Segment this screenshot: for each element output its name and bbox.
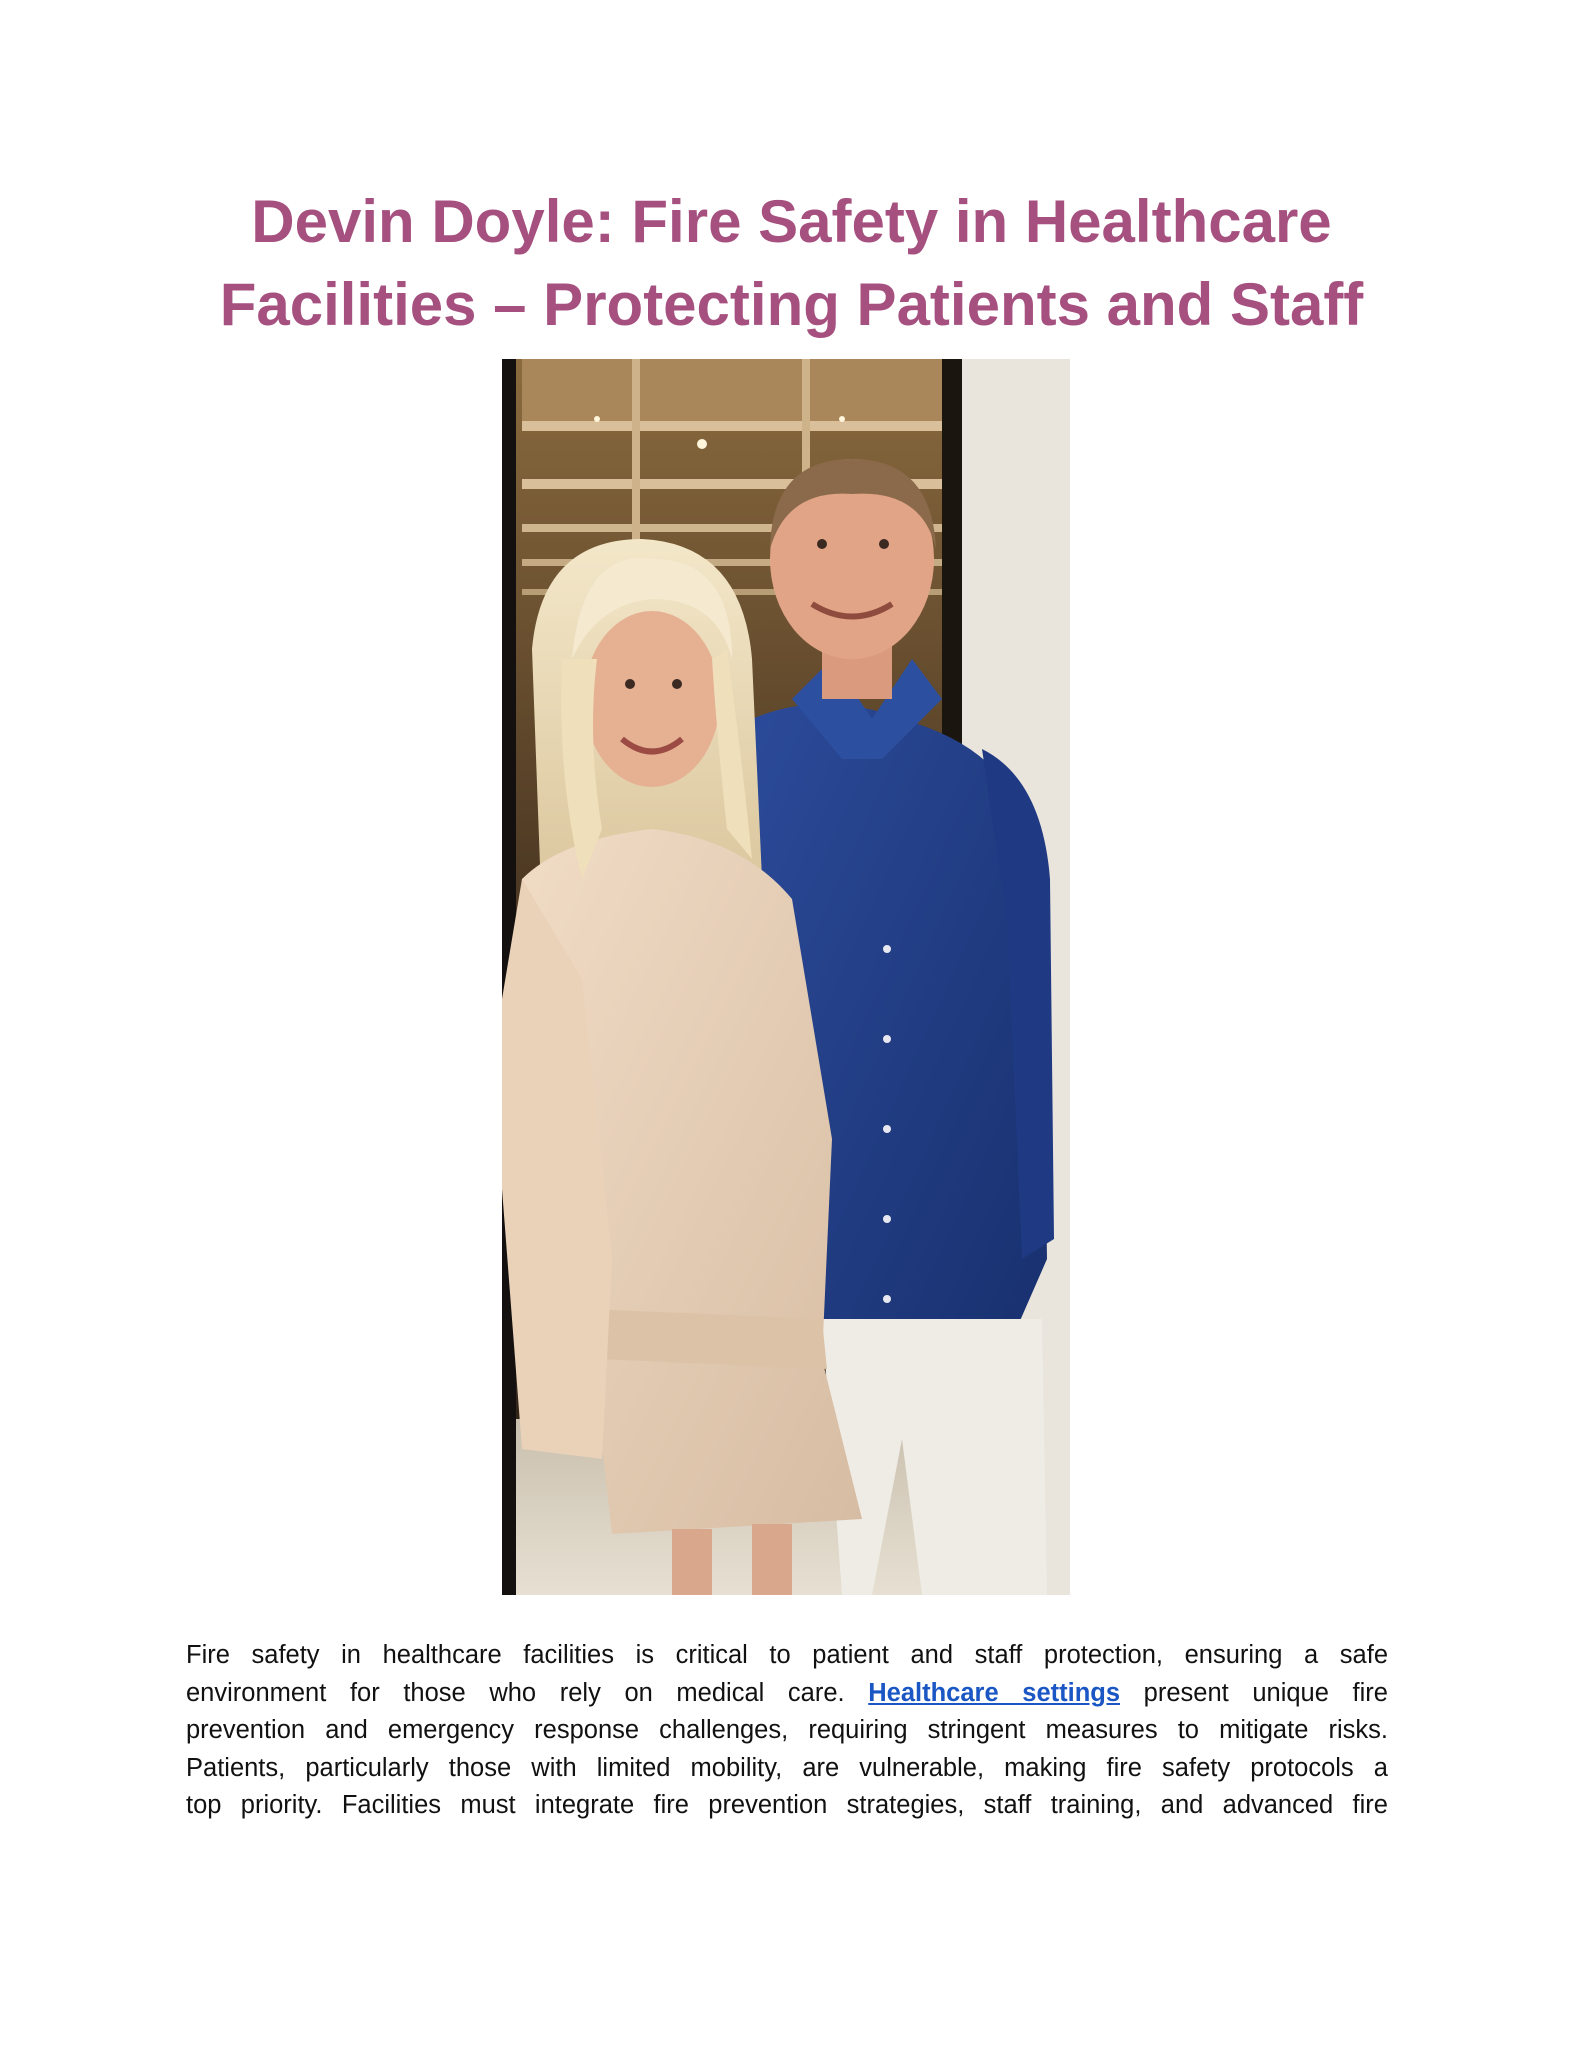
- title-line-2: Facilities – Protecting Patients and Staff: [219, 271, 1364, 338]
- page-title: [160, 180, 1423, 346]
- healthcare-settings-link[interactable]: Healthcare settings: [868, 1678, 1121, 1707]
- body-line-5: top priority. Facilities must integrate fire prevention strategies, staff training, and advanced fire: [186, 1791, 1388, 1820]
- body-line-2-end: present unique fire: [1143, 1678, 1388, 1707]
- article-photo: [502, 359, 1070, 1595]
- body-line-1: Fire safety in healthcare facilities is critical to patient and staff protection, ensuring a safe: [186, 1641, 1388, 1669]
- article-body: [186, 1637, 1388, 1825]
- title-line-1: Devin Doyle: Fire Safety in Healthcare: [251, 188, 1332, 255]
- body-line-3: prevention and emergency response challenges, requiring stringent measures to mitigate risks.: [186, 1716, 1388, 1745]
- photo-of-two-people-icon: [502, 359, 1070, 1595]
- body-line-2: [186, 1675, 1388, 1713]
- body-line-4: Patients, particularly those with limited mobility, are vulnerable, making fire safety protocols a: [186, 1753, 1388, 1782]
- body-line-2-start: environment for those who rely on medical care.: [186, 1678, 845, 1707]
